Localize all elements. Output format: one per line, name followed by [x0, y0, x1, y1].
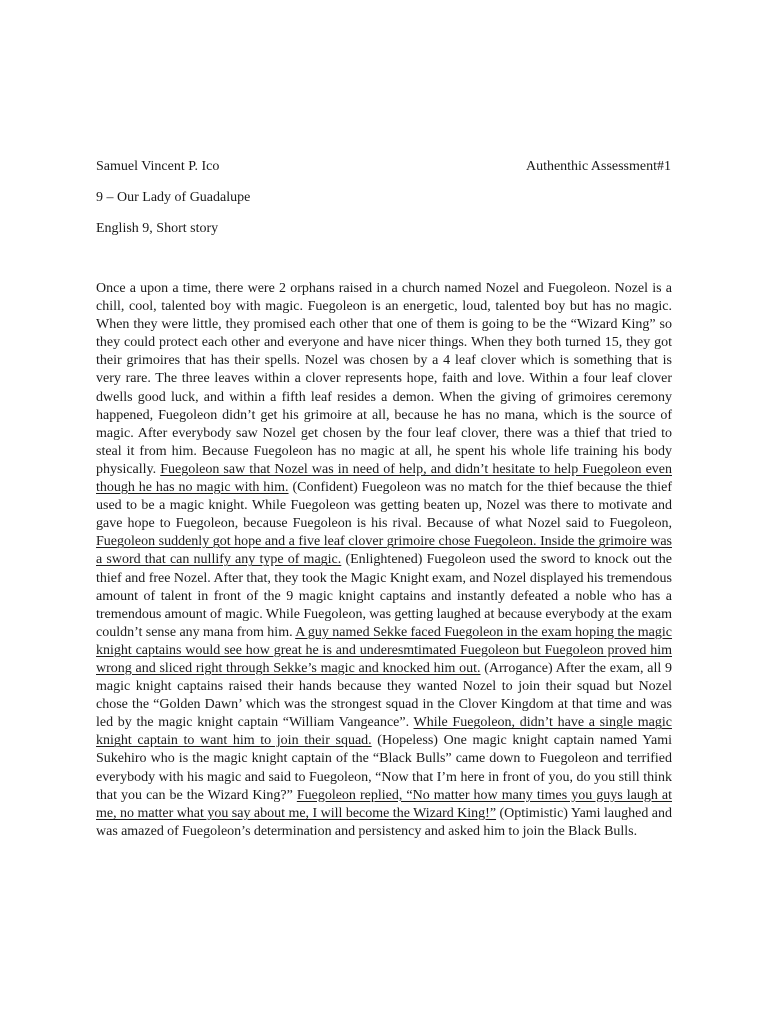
assignment-title: Authenthic Assessment#1 — [525, 159, 671, 174]
story-text: (Arrogance) After the exam, all 9 magic knight captains raised their hands because they wanted Nozel to join their squad but Nozel chose the “Golden Dawn’ which was the strongest squad in the Clover Kingdom at that time and was led by the magic knight captain “William Vangeance”. — [96, 660, 672, 731]
story-text: (Enlightened) Fuegoleon used the sword to knock out the thief and free Nozel. After that, they took the Magic Knight exam, and Nozel displayed his tremendous amount of talent in front of the 9 magic knight captains and instantly defeated a noble who has a tremendous amount of magic. While Fuegoleon, was getting laughed at because everybody at the exam couldn’t sense any mana from him. — [96, 552, 672, 640]
underlined-passage: Fuegoleon saw that Nozel was in need of help, and didn’t hesitate to help Fuegoleon even though he has no magic with him. — [96, 461, 672, 496]
story-text: (Optimistic) Yami laughed and was amazed of Fuegoleon’s determination and persistency and asked him to join the Black Bulls. — [96, 805, 672, 839]
subject-line: English 9, Short story — [96, 221, 219, 236]
story-body — [96, 280, 672, 841]
author-name: Samuel Vincent P. Ico — [96, 159, 220, 174]
story-text: (Hopeless) One magic knight captain named Yami Sukehiro who is the magic knight captain of the “Black Bulls” came down to Fuegoleon and terrified everybody with his magic and said to Fuegoleon, “Now that I’m here in front of you, do you still think that you can be the Wizard King?” — [96, 733, 672, 803]
underlined-passage: While Fuegoleon, didn’t have a single magic knight captain to want him to join their squad. — [96, 715, 672, 749]
underlined-passage: A guy named Sekke faced Fuegoleon in the exam hoping the magic knight captains would see how great he is and underesmtimated Fuegoleon but Fuegoleon proved him wrong and sliced right through Sekke’s magic and knocked him out. — [96, 624, 673, 676]
class-section: 9 – Our Lady of Guadalupe — [96, 190, 251, 205]
underlined-passage: Fuegoleon replied, “No matter how many times you guys laugh at me, no matter what you say about me, I will become the Wizard King!” — [96, 787, 672, 821]
story-text: Once a upon a time, there were 2 orphans raised in a church named Nozel and Fuegoleon. Nozel is a chill, cool, talented boy with magic. Fuegoleon is an energetic, loud, talented boy but has no magic. When they were little, they promised each other that one of them is going to be the “Wizard King” so they could protect each other and everyone and have nicer things. When they both turned 15, they got their grimoires that has their spells. Nozel was chosen by a 4 leaf clover which is something that is very rare. The three leaves within a clover represents hope, faith and love. Within a four leaf clover dwells good luck, and within a fifth leaf resides a demon. When the giving of grimoires ceremony happened, Fuegoleon didn’t get his grimoire at all, because he has no mana, which is the source of magic. After everybody saw Nozel get chosen by the four leaf clover, there was a thief that tried to steal it from him. Because Fuegoleon has no magic at all, he spent his whole life training his body physically. — [96, 281, 672, 477]
underlined-passage: Fuegoleon suddenly got hope and a five leaf clover grimoire chose Fuegoleon. Inside the grimoire was a sword that can nullify any type of magic. — [96, 534, 672, 568]
story-text: (Confident) Fuegoleon was no match for the thief because the thief used to be a magic knight. While Fuegoleon was getting beaten up, Nozel was there to motivate and gave hope to Fuegoleon, because Fuegoleon is his rival. Because of what Nozel said to Fuegoleon, — [96, 480, 672, 532]
